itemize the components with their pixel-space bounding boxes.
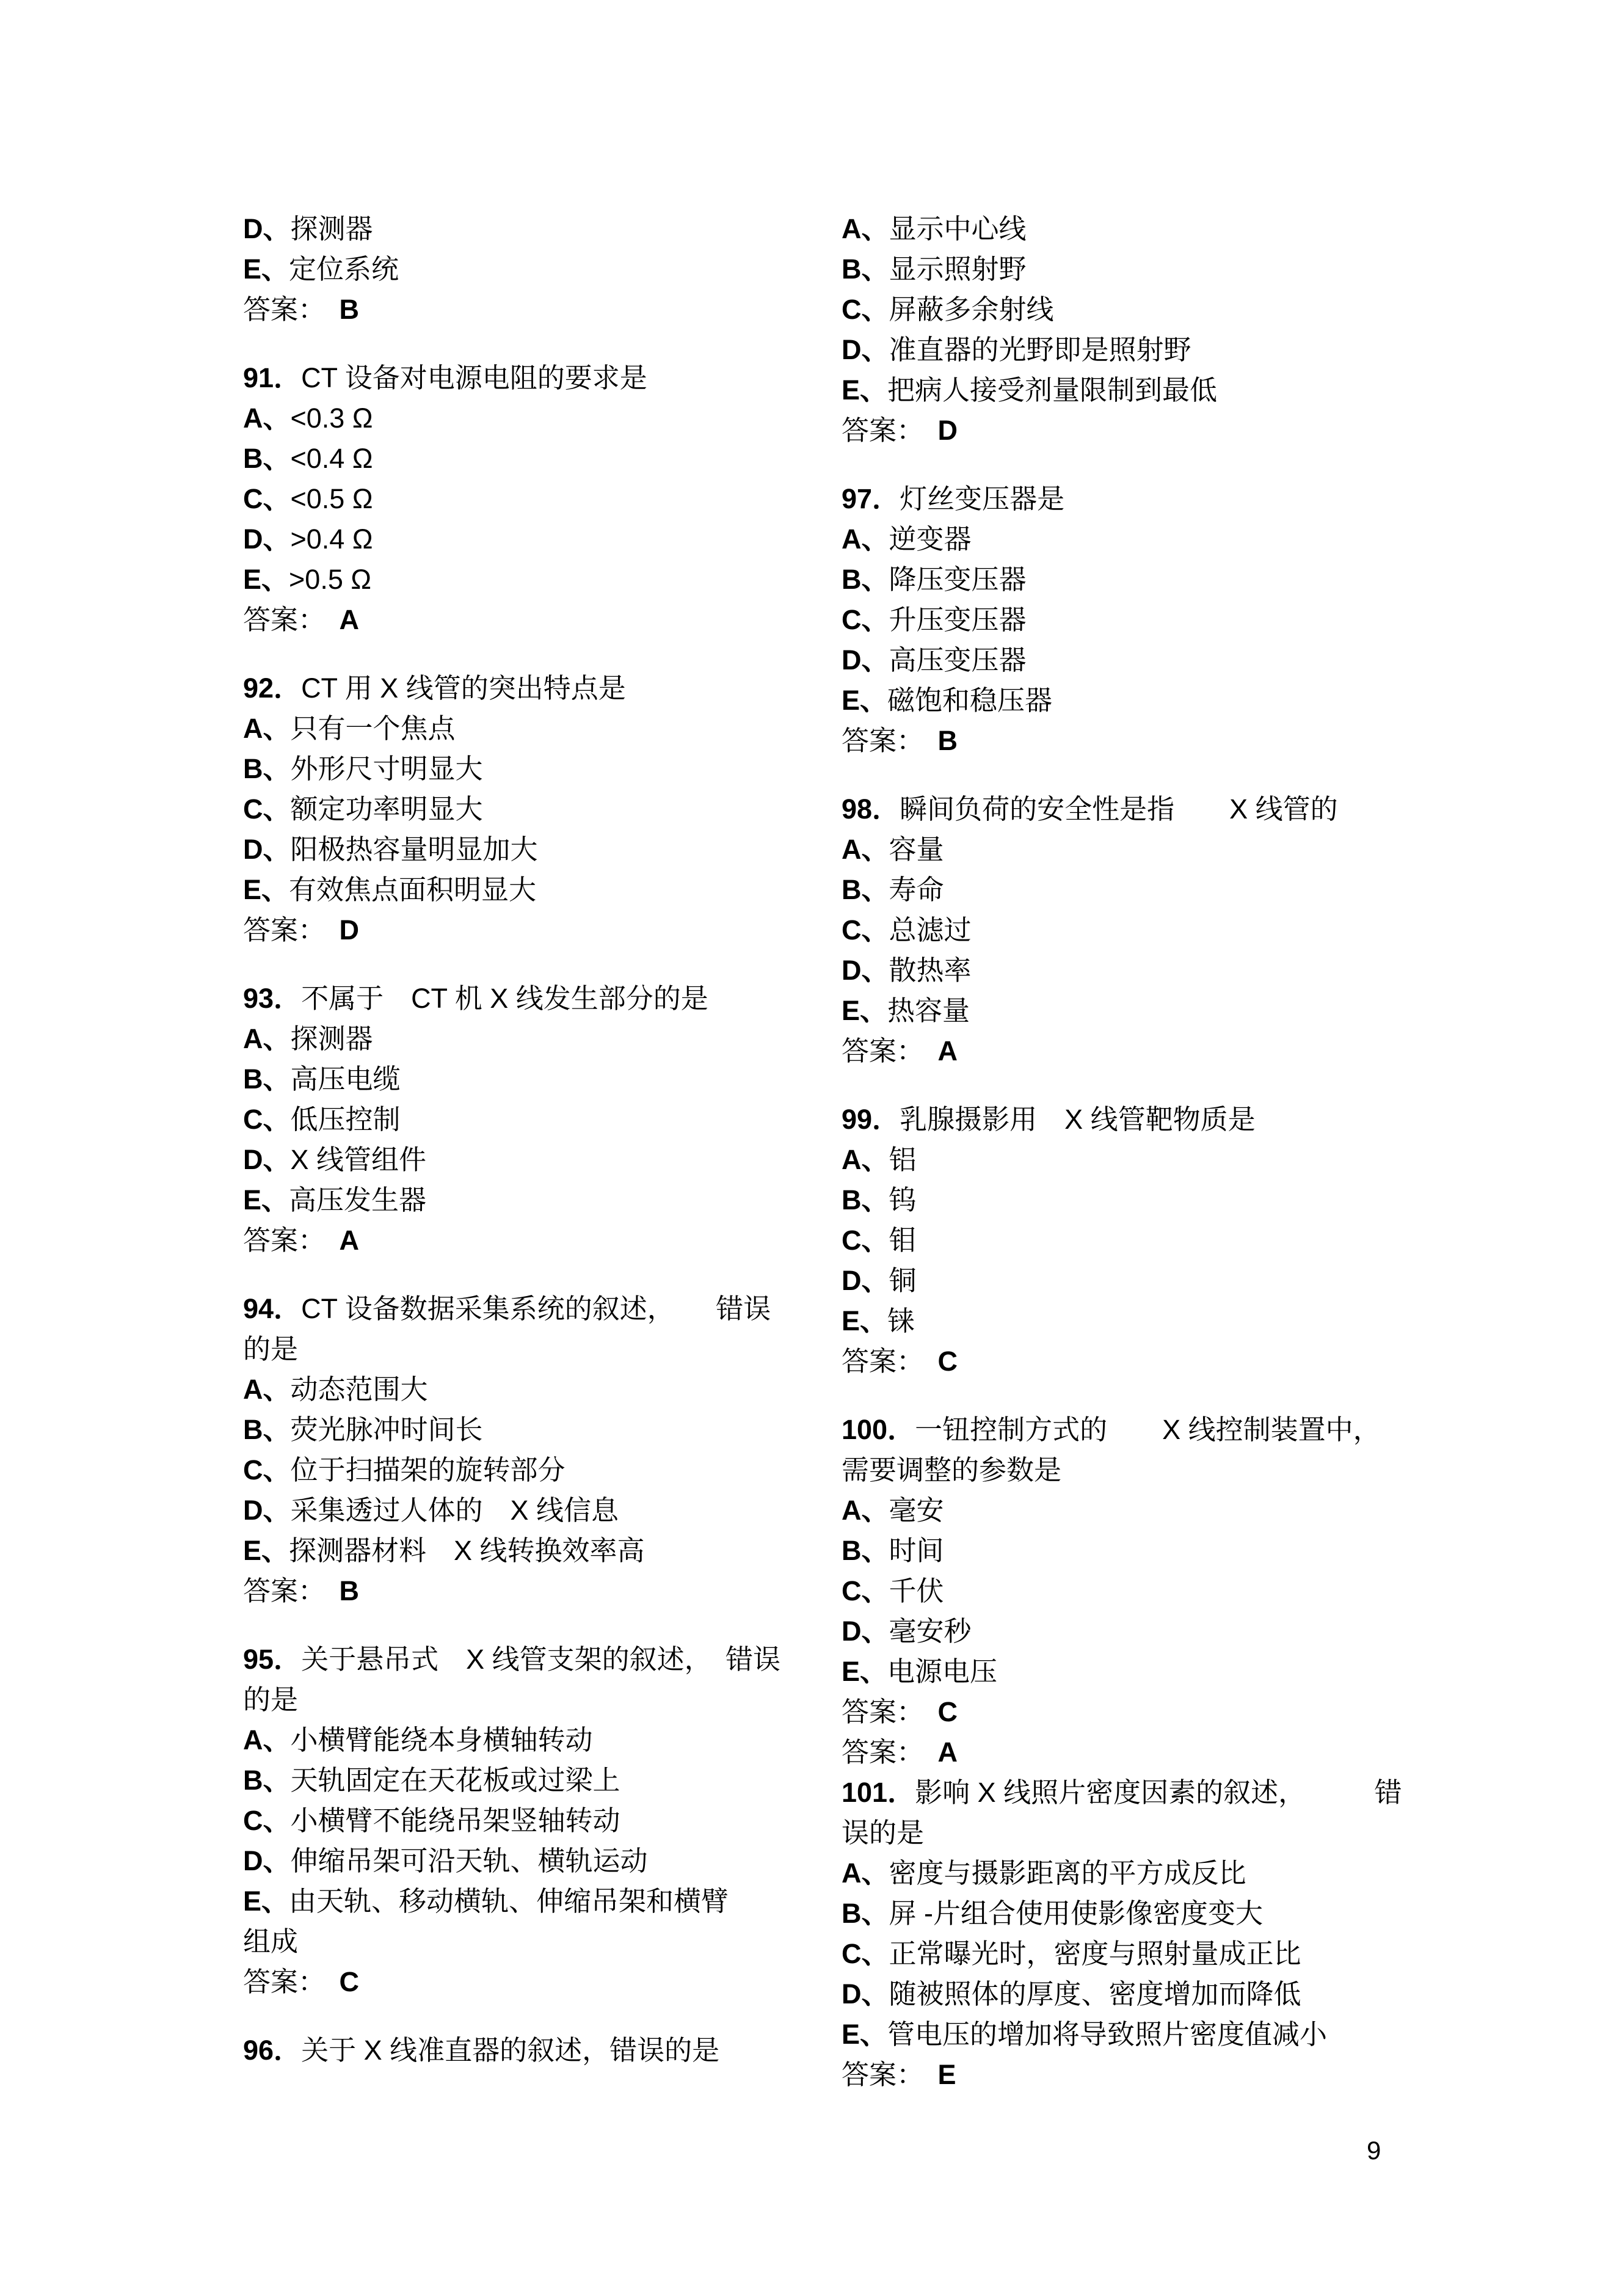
line-text: 升压变压器 xyxy=(889,604,1027,635)
option-line xyxy=(243,439,780,479)
line-text: 千伏 xyxy=(889,1575,944,1606)
option-letter: B、 xyxy=(243,1063,291,1095)
answer-letter: A xyxy=(339,604,360,635)
left-block-2 xyxy=(243,668,780,950)
option-line xyxy=(243,1019,780,1059)
line-text: 定位系统 xyxy=(289,253,399,285)
line-text: 管电压的增加将导致照片密度值减小 xyxy=(887,2019,1328,2050)
line-text: 答案： xyxy=(842,415,938,446)
option-letter: A、 xyxy=(243,1023,291,1054)
option-letter: C、 xyxy=(842,914,889,946)
line-text: 答案： xyxy=(842,1035,938,1066)
line-text: 高压电缆 xyxy=(290,1063,401,1095)
line-text: 影响 X 线照片密度因素的叙述， 错 xyxy=(915,1777,1402,1808)
line-text: 电源电压 xyxy=(887,1656,998,1687)
answer-line xyxy=(842,2055,1422,2095)
line-text: <0.3 Ω xyxy=(290,403,373,434)
line-text: 伸缩吊架可沿天轨、横轨运动 xyxy=(290,1845,648,1876)
question-number: 95． xyxy=(243,1644,302,1675)
line-text: 答案： xyxy=(243,604,340,635)
option-line xyxy=(243,1841,780,1881)
line-text: 答案： xyxy=(842,1346,938,1377)
line-text: 显示照射野 xyxy=(889,253,1027,285)
line-text: 答案： xyxy=(243,1225,340,1256)
option-letter: D、 xyxy=(243,1495,291,1526)
line-text: 灯丝变压器是 xyxy=(900,483,1065,514)
question-number: 100． xyxy=(842,1414,915,1445)
right-block-1 xyxy=(842,479,1422,761)
cont-line xyxy=(243,1680,780,1720)
option-line xyxy=(842,1853,1422,1893)
line-text: >0.4 Ω xyxy=(290,523,373,555)
line-text: 答案： xyxy=(842,2059,938,2090)
option-letter: A、 xyxy=(243,713,291,744)
option-line xyxy=(842,680,1422,721)
page-number: 9 xyxy=(1367,2136,1381,2165)
option-letter: D、 xyxy=(842,1265,889,1296)
line-text: 答案： xyxy=(243,914,340,946)
option-letter: C、 xyxy=(842,604,889,635)
option-letter: E、 xyxy=(243,874,289,905)
cont-line xyxy=(842,1450,1422,1490)
question-number: 98． xyxy=(842,793,900,825)
line-text: 正常曝光时，密度与照射量成正比 xyxy=(889,1938,1301,1969)
left-block-6 xyxy=(243,2030,780,2071)
line-text: 时间 xyxy=(889,1535,944,1566)
line-text: 答案： xyxy=(243,1966,340,1997)
option-letter: A、 xyxy=(243,1724,291,1755)
option-letter: B、 xyxy=(842,1184,889,1215)
option-letter: A、 xyxy=(842,1144,889,1175)
right-block-4 xyxy=(842,1410,1422,2095)
option-line xyxy=(243,1760,780,1801)
question-line xyxy=(243,1639,780,1680)
line-text: >0.5 Ω xyxy=(289,564,371,595)
option-letter: A、 xyxy=(243,1374,291,1405)
option-line xyxy=(243,870,780,910)
option-line xyxy=(243,1801,780,1841)
option-letter: E、 xyxy=(842,1656,888,1687)
option-line xyxy=(243,1531,780,1571)
answer-line xyxy=(243,290,780,330)
option-line xyxy=(842,950,1422,991)
option-line xyxy=(243,1140,780,1180)
line-text: 低压控制 xyxy=(290,1104,401,1135)
option-line xyxy=(243,398,780,439)
line-text: 有效焦点面积明显大 xyxy=(289,874,537,905)
option-line xyxy=(243,1881,780,1922)
line-text: 一钮控制方式的 X 线控制装置中， xyxy=(915,1414,1381,1445)
option-line xyxy=(243,1720,780,1760)
option-letter: D、 xyxy=(842,644,889,676)
option-letter: D、 xyxy=(243,1144,291,1175)
line-text: 关于 X 线准直器的叙述，错误的是 xyxy=(301,2035,720,2066)
line-text: 毫安 xyxy=(889,1495,944,1526)
option-line xyxy=(842,559,1422,600)
line-text: <0.5 Ω xyxy=(290,483,373,514)
left-block-1 xyxy=(243,358,780,640)
answer-letter: C xyxy=(937,1346,958,1377)
line-text: 的是 xyxy=(243,1684,299,1715)
line-text: 总滤过 xyxy=(889,914,972,946)
answer-letter: A xyxy=(339,1225,360,1256)
line-text: 高压变压器 xyxy=(889,644,1027,676)
question-number: 94． xyxy=(243,1293,302,1324)
option-line xyxy=(243,1490,780,1531)
option-line xyxy=(243,829,780,870)
line-text: 瞬间负荷的安全性是指 X 线管的 xyxy=(900,793,1338,825)
option-letter: E、 xyxy=(243,1886,289,1917)
option-line xyxy=(842,290,1422,330)
line-text: 乳腺摄影用 X 线管靶物质是 xyxy=(900,1104,1256,1135)
option-line xyxy=(842,1611,1422,1652)
answer-letter: A xyxy=(937,1035,958,1066)
answer-letter: A xyxy=(937,1737,958,1768)
answer-letter: D xyxy=(339,914,360,946)
option-letter: C、 xyxy=(243,483,291,514)
line-text: 随被照体的厚度、密度增加而降低 xyxy=(889,1978,1301,2010)
option-letter: B、 xyxy=(842,564,889,595)
answer-line xyxy=(243,600,780,640)
answer-letter: C xyxy=(339,1966,360,1997)
option-letter: D、 xyxy=(243,834,291,865)
option-letter: C、 xyxy=(842,1225,889,1256)
option-letter: B、 xyxy=(842,1898,889,1929)
line-text: 寿命 xyxy=(889,874,944,905)
left-block-4 xyxy=(243,1289,780,1611)
option-line xyxy=(842,1490,1422,1531)
line-text: 铜 xyxy=(889,1265,917,1296)
line-text: 铼 xyxy=(887,1305,915,1336)
line-text: 探测器 xyxy=(290,1023,373,1054)
question-number: 101． xyxy=(842,1777,915,1808)
option-line xyxy=(243,559,780,600)
line-text: 密度与摄影距离的平方成反比 xyxy=(889,1857,1246,1889)
option-line xyxy=(243,709,780,749)
line-text: 的是 xyxy=(243,1333,299,1365)
left-block-0 xyxy=(243,209,780,330)
question-line xyxy=(842,1099,1422,1140)
line-text: 关于悬吊式 X 线管支架的叙述， 错误 xyxy=(301,1644,781,1675)
option-letter: D、 xyxy=(842,1616,889,1647)
option-line xyxy=(243,749,780,789)
option-letter: B、 xyxy=(243,443,291,474)
option-line xyxy=(842,640,1422,680)
option-line xyxy=(243,479,780,519)
option-letter: B、 xyxy=(243,1765,291,1796)
line-text: 探测器材料 X 线转换效率高 xyxy=(289,1535,645,1566)
option-letter: A、 xyxy=(842,213,889,244)
option-letter: B、 xyxy=(243,753,291,784)
option-line xyxy=(243,1099,780,1140)
answer-line xyxy=(842,1031,1422,1071)
answer-letter: B xyxy=(937,725,958,756)
line-text: 由天轨、移动横轨、伸缩吊架和横臂 xyxy=(289,1886,729,1917)
option-letter: D、 xyxy=(243,523,291,555)
question-number: 91． xyxy=(243,362,302,393)
option-line xyxy=(842,870,1422,910)
option-line xyxy=(842,209,1422,249)
line-text: 答案： xyxy=(842,1696,938,1727)
option-letter: C、 xyxy=(243,1104,291,1135)
line-text: 位于扫描架的旋转部分 xyxy=(290,1454,566,1485)
line-text: 把病人接受剂量限制到最低 xyxy=(887,374,1218,406)
line-text: 钼 xyxy=(889,1225,917,1256)
answer-letter: D xyxy=(937,415,958,446)
question-line xyxy=(243,668,780,709)
option-letter: E、 xyxy=(243,1184,289,1215)
option-line xyxy=(842,991,1422,1031)
left-block-5 xyxy=(243,1639,780,2002)
left-column xyxy=(243,209,780,2099)
option-letter: E、 xyxy=(842,995,888,1026)
answer-line xyxy=(842,721,1422,761)
option-letter: A、 xyxy=(842,1857,889,1889)
option-line xyxy=(842,519,1422,559)
line-text: 探测器 xyxy=(290,213,373,244)
answer-letter: E xyxy=(937,2059,956,2090)
cont-line xyxy=(243,1922,780,1962)
line-text: 误的是 xyxy=(842,1817,925,1848)
answer-line xyxy=(842,410,1422,451)
answer-letter: B xyxy=(339,294,360,325)
option-letter: E、 xyxy=(243,253,289,285)
question-line xyxy=(243,358,780,398)
option-line xyxy=(243,1180,780,1220)
option-line xyxy=(243,1450,780,1490)
line-text: 额定功率明显大 xyxy=(290,793,483,825)
option-line xyxy=(842,1140,1422,1180)
line-text: 钨 xyxy=(889,1184,917,1215)
option-line xyxy=(842,1531,1422,1571)
line-text: 答案： xyxy=(842,1737,938,1768)
option-line xyxy=(842,1220,1422,1261)
option-letter: C、 xyxy=(243,1805,291,1836)
option-line xyxy=(243,249,780,290)
line-text: 动态范围大 xyxy=(290,1374,428,1405)
line-text: 小横臂能绕本身横轴转动 xyxy=(290,1724,593,1755)
line-text: 准直器的光野即是照射野 xyxy=(889,334,1191,365)
option-letter: D、 xyxy=(243,213,291,244)
option-line xyxy=(842,2014,1422,2055)
option-letter: D、 xyxy=(243,1845,291,1876)
option-letter: A、 xyxy=(243,403,291,434)
answer-letter: B xyxy=(339,1575,360,1606)
option-line xyxy=(842,1934,1422,1974)
line-text: X 线管组件 xyxy=(290,1144,427,1175)
line-text: CT 设备对电源电阻的要求是 xyxy=(301,362,647,393)
option-letter: D、 xyxy=(842,1978,889,2010)
option-line xyxy=(842,1571,1422,1611)
line-text: 屏蔽多余射线 xyxy=(889,294,1054,325)
answer-line xyxy=(842,1732,1422,1773)
option-letter: E、 xyxy=(243,1535,289,1566)
question-line xyxy=(842,1410,1422,1450)
line-text: 毫安秒 xyxy=(889,1616,972,1647)
question-number: 92． xyxy=(243,672,302,704)
right-block-0 xyxy=(842,209,1422,451)
line-text: <0.4 Ω xyxy=(290,443,373,474)
option-letter: B、 xyxy=(243,1414,291,1445)
option-line xyxy=(842,249,1422,290)
line-text: 热容量 xyxy=(887,995,970,1026)
option-letter: B、 xyxy=(842,253,889,285)
question-number: 93． xyxy=(243,983,302,1014)
line-text: 不属于 CT 机 X 线发生部分的是 xyxy=(301,983,708,1014)
line-text: 答案： xyxy=(842,725,938,756)
option-line xyxy=(243,519,780,559)
line-text: 小横臂不能绕吊架竖轴转动 xyxy=(290,1805,620,1836)
option-letter: C、 xyxy=(243,1454,291,1485)
option-letter: C、 xyxy=(243,793,291,825)
answer-line xyxy=(243,1571,780,1611)
option-letter: A、 xyxy=(842,834,889,865)
answer-line xyxy=(842,1692,1422,1732)
line-text: 屏 -片组合使用使影像密度变大 xyxy=(889,1898,1263,1929)
line-text: 磁饱和稳压器 xyxy=(887,685,1053,716)
option-line xyxy=(243,1059,780,1099)
option-letter: B、 xyxy=(842,1535,889,1566)
option-letter: E、 xyxy=(842,685,888,716)
line-text: 铝 xyxy=(889,1144,917,1175)
line-text: 显示中心线 xyxy=(889,213,1027,244)
option-line xyxy=(842,370,1422,410)
line-text: CT 设备数据采集系统的叙述， 错误 xyxy=(301,1293,771,1324)
line-text: 散热率 xyxy=(889,955,972,986)
question-number: 97． xyxy=(842,483,900,514)
option-line xyxy=(842,1261,1422,1301)
question-line xyxy=(243,979,780,1019)
question-line xyxy=(243,1289,780,1329)
answer-line xyxy=(842,1341,1422,1382)
option-letter: C、 xyxy=(842,1575,889,1606)
line-text: CT 用 X 线管的突出特点是 xyxy=(301,672,626,704)
option-letter: E、 xyxy=(243,564,289,595)
line-text: 需要调整的参数是 xyxy=(842,1454,1062,1485)
option-line xyxy=(842,1180,1422,1220)
line-text: 答案： xyxy=(243,294,340,325)
option-line xyxy=(842,1652,1422,1692)
question-line xyxy=(243,2030,780,2071)
line-text: 荧光脉冲时间长 xyxy=(290,1414,483,1445)
option-letter: E、 xyxy=(842,374,888,406)
question-line xyxy=(842,1773,1422,1813)
option-line xyxy=(842,1301,1422,1341)
option-line xyxy=(842,910,1422,950)
option-letter: D、 xyxy=(842,955,889,986)
right-block-2 xyxy=(842,789,1422,1071)
line-text: 容量 xyxy=(889,834,944,865)
cont-line xyxy=(243,1329,780,1369)
option-line xyxy=(842,330,1422,370)
option-line xyxy=(243,1369,780,1410)
line-text: 外形尺寸明显大 xyxy=(290,753,483,784)
option-letter: C、 xyxy=(842,1938,889,1969)
answer-line xyxy=(243,1220,780,1261)
right-column xyxy=(842,209,1422,2123)
option-line xyxy=(243,1410,780,1450)
question-number: 99． xyxy=(842,1104,900,1135)
line-text: 天轨固定在天花板或过梁上 xyxy=(290,1765,620,1796)
line-text: 采集透过人体的 X 线信息 xyxy=(290,1495,619,1526)
option-letter: B、 xyxy=(842,874,889,905)
option-line xyxy=(842,829,1422,870)
right-block-3 xyxy=(842,1099,1422,1382)
question-number: 96． xyxy=(243,2035,302,2066)
option-line xyxy=(842,1974,1422,2014)
option-letter: C、 xyxy=(842,294,889,325)
option-line xyxy=(842,1893,1422,1934)
answer-line xyxy=(243,910,780,950)
line-text: 高压发生器 xyxy=(289,1184,427,1215)
left-block-3 xyxy=(243,979,780,1261)
line-text: 阳极热容量明显加大 xyxy=(290,834,538,865)
line-text: 降压变压器 xyxy=(889,564,1027,595)
option-letter: D、 xyxy=(842,334,889,365)
question-line xyxy=(842,479,1422,519)
option-letter: A、 xyxy=(842,1495,889,1526)
cont-line xyxy=(842,1813,1422,1853)
option-letter: A、 xyxy=(842,523,889,555)
option-line xyxy=(243,789,780,829)
answer-letter: C xyxy=(937,1696,958,1727)
line-text: 答案： xyxy=(243,1575,340,1606)
question-line xyxy=(842,789,1422,829)
line-text: 只有一个焦点 xyxy=(290,713,456,744)
option-letter: E、 xyxy=(842,2019,888,2050)
option-line xyxy=(243,209,780,249)
option-line xyxy=(842,600,1422,640)
option-letter: E、 xyxy=(842,1305,888,1336)
answer-line xyxy=(243,1962,780,2002)
line-text: 组成 xyxy=(243,1926,299,1957)
line-text: 逆变器 xyxy=(889,523,972,555)
